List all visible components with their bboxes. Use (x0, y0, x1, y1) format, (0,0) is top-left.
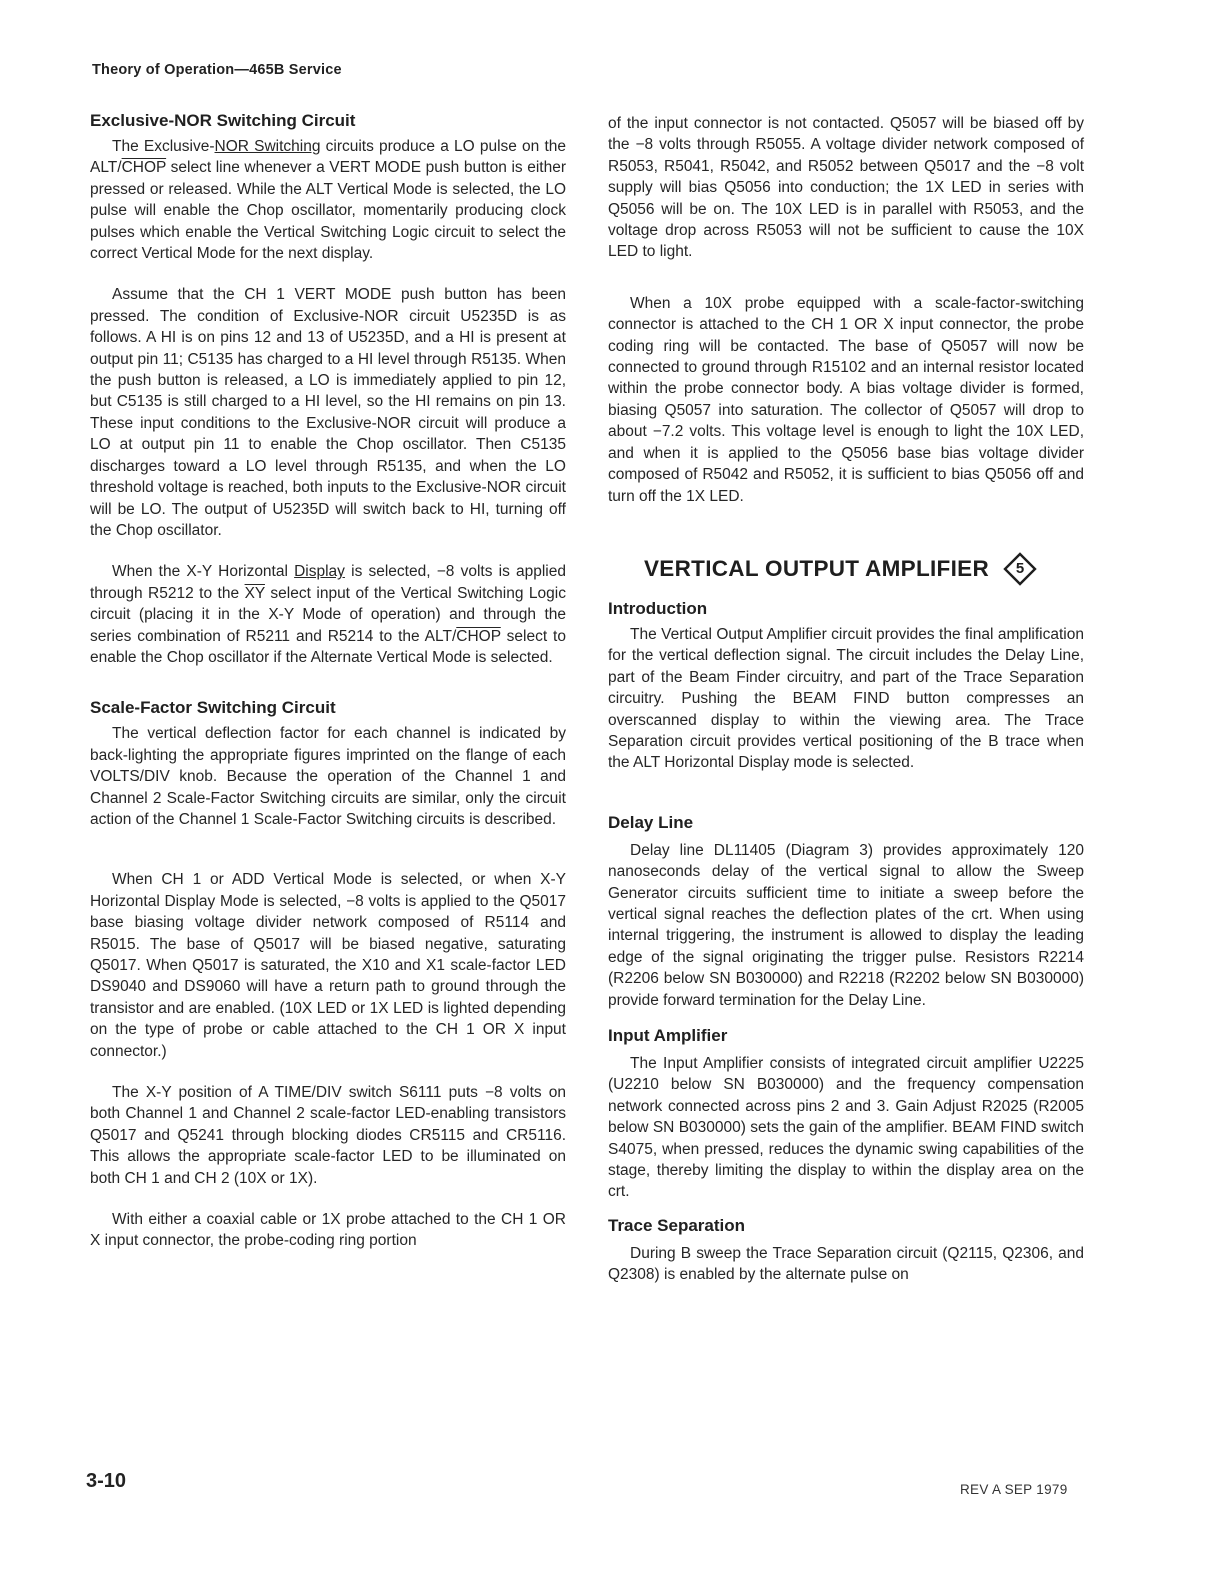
heading-introduction: Introduction (608, 598, 708, 618)
left-column (90, 110, 566, 1252)
heading-input-amplifier: Input Amplifier (608, 1026, 728, 1045)
paragraph-xy-display: When the X-Y Horizontal Display is selected, −8 volts is applied through R5212 to the $\overline{XY}$ select input of the Vertical Switching Logic circuit (placing it in the X-Y Mode of operation) and through the series combination of R5211 and R5214 to the ALT/CHOP select to enable the Chop oscillator if the Alternate Vertical Mode is selected. (90, 563, 566, 666)
section-heading-vertical-output (644, 552, 1084, 586)
paragraph-xy-position: The X-Y position of A TIME/DIV switch S6111 puts −8 volts on both Channel 1 and Channel 2 scale-factor LED-enabling transistors Q5017 and Q5241 through blocking diodes CR5115 and CR5116. This allows the appropriate scale-factor LED to be illuminated on both CH 1 and CH 2 (10X or 1X). (90, 1084, 566, 1187)
heading-vertical-output-amplifier: VERTICAL OUTPUT AMPLIFIER (644, 555, 989, 581)
paragraph-ch1-add-mode: When CH 1 or ADD Vertical Mode is selected, or when X-Y Horizontal Display Mode is selected, −8 volts is applied to the Q5017 base biasing voltage divider network composed of R5114 and R5015. The base of Q5017 will be biased negative, saturating Q5017. When Q5017 is saturated, the X10 and X1 scale-factor LED DS9040 and DS9060 will have a return path to ground through the transistor and are enabled. (10X LED or 1X LED is lighted depending on the type of probe or cable attached to the CH 1 OR X input connector.) (90, 871, 566, 1060)
paragraph-input-connector: of the input connector is not contacted. Q5057 will be biased off by the −8 volts through R5055. A voltage divider network composed of R5053, R5041, R5042, and R5052 between Q5017 and the −8 volt supply will bias Q5056 into conduction; the 1X LED in series with Q5056 will be on. The 10X LED is in parallel with R5053, and the voltage drop across R5053 will not be sufficient to cause the 10X LED to light. (608, 115, 1084, 261)
paragraph-coaxial-cable: With either a coaxial cable or 1X probe attached to the CH 1 OR X input connector, the probe-coding ring portion (90, 1211, 566, 1250)
paragraph-10x-probe: When a 10X probe equipped with a scale-factor-switching connector is attached to the CH 1 OR X input connector, the probe coding ring will be contacted. The base of Q5057 will now be connected to ground through R15102 and an internal resistor located within the probe connector body. A bias voltage divider is formed, biasing Q5057 into saturation. The collector of Q5057 will drop to about −7.2 volts. This voltage level is enough to light the 10X LED, and when it is applied to the Q5056 base bias voltage divider composed of R5042 and R5052, it is sufficient to bias Q5056 off and turn off the 1X LED. (608, 294, 1084, 505)
paragraph-vertical-output-intro: The Vertical Output Amplifier circuit provides the final amplification for the vertical deflection signal. The circuit includes the Delay Line, part of the Beam Finder circuitry, and part of the Trace Separation circuitry. Pushing the BEAM FIND button compresses an overscanned display to within the viewing area. The Trace Separation circuit provides vertical positioning of the B trace when the ALT Horizontal Display mode is selected. (608, 625, 1084, 772)
paragraph-trace-separation: During B sweep the Trace Separation circuit (Q2115, Q2306, and Q2308) is enabled by the alternate pulse on (608, 1244, 1084, 1284)
revision-date: REV A SEP 1979 (960, 1482, 1068, 1497)
heading-trace-separation: Trace Separation (608, 1215, 746, 1235)
paragraph-delay-line: Delay line DL11405 (Diagram 3) provides approximately 120 nanoseconds delay of the vertical signal to allow the Sweep Generator circuits sufficient time to initiate a sweep before the vertical signal reaches the deflection plates of the crt. When using internal triggering, the instrument is allowed to display the leading edge of the signal originating the trigger pulse. Resistors R2214 (R2206 below SN B030000) and R2218 (R2202 below SN B030000) provide forward termination for the Delay Line. (608, 841, 1084, 1009)
running-header: Theory of Operation—465B Service (92, 62, 342, 78)
heading-exclusive-nor: Exclusive-NOR Switching Circuit (90, 111, 356, 130)
heading-scale-factor: Scale-Factor Switching Circuit (90, 698, 336, 718)
paragraph-xnor-intro: The Exclusive-NOR Switching circuits produce a LO pulse on the ALT/CHOP select line whenever a VERT MODE push button is either pressed or released. While the ALT Vertical Mode is selected, the LO pulse will enable the Chop oscillator, momentarily producing clock pulses which enable the Vertical Switching Logic circuit to select the correct Vertical Mode for the next display. (90, 138, 566, 263)
diagram-number: 5 (1015, 560, 1025, 578)
heading-delay-line: Delay Line (608, 812, 694, 832)
page-number: 3-10 (86, 1470, 127, 1492)
paragraph-scale-factor-intro: The vertical deflection factor for each channel is indicated by back-lighting the appropriate figures imprinted on the flange of each VOLTS/DIV knob. Because the operation of the Channel 1 and Channel 2 Scale-Factor Switching circuits are similar, only the circuit action of the Channel 1 Scale-Factor Switching circuits is described. (90, 725, 566, 828)
right-column (608, 113, 1084, 1286)
diagram-number-badge (1003, 552, 1037, 586)
paragraph-input-amplifier: The Input Amplifier consists of integrated circuit amplifier U2225 (U2210 below SN B030000) and the frequency compensation network connected across pins 2 and 3. Gain Adjust R2025 (R2005 below SN B030000) sets the gain of the amplifier. BEAM FIND switch S4075, when pressed, reduces the dynamic swing capabilities of the stage, thereby limiting the display to within the display area on the crt. (608, 1055, 1084, 1201)
paragraph-xnor-operation: Assume that the CH 1 VERT MODE push button has been pressed. The condition of Exclusive-NOR circuit U5235D is as follows. A HI is on pins 12 and 13 of U5235D, and a HI is present at output pin 11; C5135 has charged to a HI level through R5135. When the push button is released, a LO is immediately applied to pin 12, but C5135 is still charged to a HI level, so the HI remains on pin 13. These input conditions to the Exclusive-NOR circuit will produce a LO at output pin 11 to enable the Chop oscillator. Then C5135 discharges toward a LO level through R5135, and when the LO threshold voltage is reached, both inputs to the Exclusive-NOR circuit will be LO. The output of U5235D will switch back to HI, turning off the Chop oscillator. (90, 286, 566, 539)
